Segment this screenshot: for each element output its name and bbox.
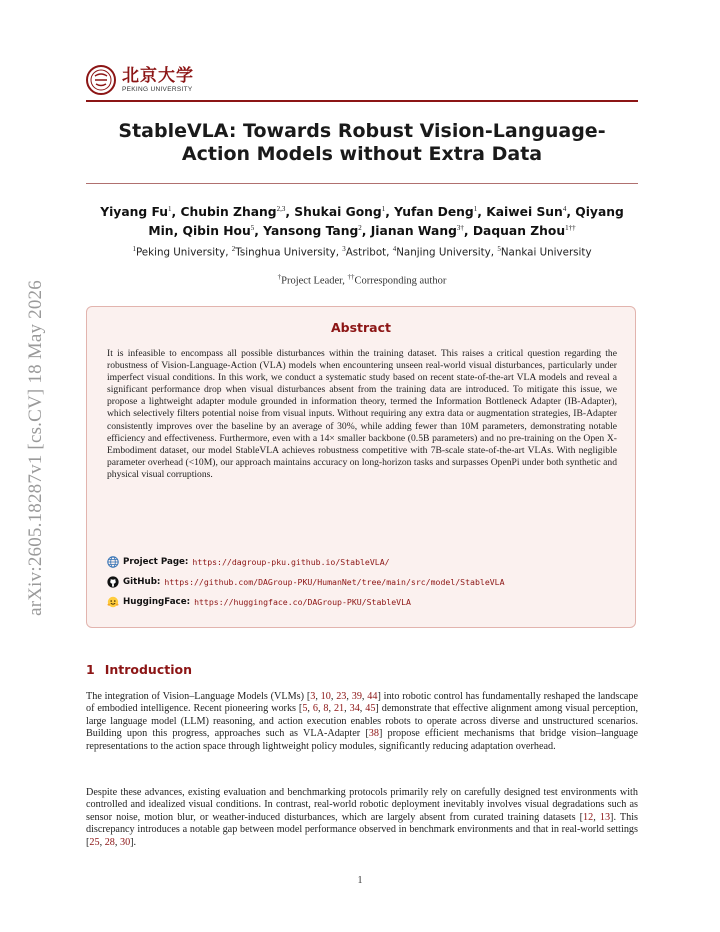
project-page-url[interactable]: https://dagroup-pku.github.io/StableVLA/ xyxy=(192,557,390,567)
abstract-heading: Abstract xyxy=(330,320,392,335)
abstract-text: It is infeasible to encompass all possible disturbances within the training dataset. This raises a critical question regarding the robustness of Vision-Language-Action (VLA) models when encountering unseen real-world visual disturbances, particularly under imperfect visual conditions. In this work, we conduct a systematic study based on recent state-of-the-art VLA models and reveal a significant performance drop when visual disturbances absent from the training data are introduced. To mitigate this issue, we propose a lightweight adapter module grounded in information theory, termed the Information Bottleneck Adapter (IB-Adapter), which selectively filters potential noise from visual inputs. Without requiring any extra data or augmentation strategies, IB-Adapter consistently improves over the baseline by an average of 30%, while adding fewer than 10M parameters, demonstrating notable efficiency and effectiveness. Furthermore, even with a 14× smaller backbone (0.5B parameters) and no pre-training on the Open X-Embodiment dataset, our model StableVLA achieves robustness competitive with 7B-scale state-of-the-art VLAs. With negligible parameter overhead (<10M), our approach maintains accuracy on long-horizon tasks and surpasses OpenPi under both synthetic and physical visual corruptions. xyxy=(107,348,617,480)
github-link-row[interactable] xyxy=(107,576,505,588)
university-logo xyxy=(86,62,194,98)
huggingface-label: HuggingFace: xyxy=(123,597,191,607)
github-label: GitHub: xyxy=(123,577,161,587)
github-icon xyxy=(107,576,119,588)
intro-paragraph-2: Despite these advances, existing evaluation and benchmarking protocols primarily rely on carefully designed test environments with controlled and idealized visual conditions. In contrast, real-world robotic deployment inevitably involves visual degradations such as sensor noise, motion blur, or weather-induced disturbances, which are largely absent from curated training datasets [12, 13]. This discrepancy introduces a notable gap between model performance observed in benchmark environments and that in real-world settings [25, 28, 30]. xyxy=(86,787,639,848)
author-list: Yiyang Fu$^1$, Chubin Zhang$^{2,3}$, Shukai Gong$^1$, Yufan Deng$^1$, Kaiwei Sun$^4$, Qiyang Min, Qibin Hou$^5$, Yansong Tang$^2$, Jianan Wang$^{3\dagger}$, Daquan Zhou$^{1\dagger\dagger}$ xyxy=(100,205,624,239)
paper-title: StableVLA: Towards Robust Vision-Language-Action Models without Extra Data xyxy=(118,120,606,165)
intro-paragraph-1: The integration of Vision–Language Models (VLMs) [3, 10, 23, 39, 44] into robotic control has fundamentally reshaped the landscape of embodied intelligence. Recent pioneering works [5, 6, 8, 21, 34, 45] demonstrate that effective alignment among visual perception, large language model (LLM) reasoning, and action execution enables robots to operate across diverse and unstructured scenarios. Building upon this progress, approaches such as VLA-Adapter [38] propose efficient mechanisms that bridge vision–language representations to the action space through lightweight policy modules, significantly reducing adaptation overhead. xyxy=(86,691,639,752)
github-url[interactable]: https://github.com/DAGroup-PKU/HumanNet/tree/main/src/model/StableVLA xyxy=(164,577,505,587)
arxiv-identifier-text: arXiv:2605.18287v1 [cs.CV] 18 May 2026 xyxy=(25,280,46,616)
arxiv-identifier-stamp xyxy=(16,218,56,678)
page-number: 1 xyxy=(357,875,363,886)
globe-icon xyxy=(107,556,119,568)
project-page-label: Project Page: xyxy=(123,557,189,567)
header-rule xyxy=(86,100,638,102)
project-page-link-row[interactable] xyxy=(107,556,390,568)
huggingface-icon xyxy=(107,596,119,608)
huggingface-link-row[interactable] xyxy=(107,596,411,608)
logo-chinese-name: 北京大学 xyxy=(122,65,194,86)
logo-english-name: PEKING UNIVERSITY xyxy=(122,85,193,93)
section-number: 1 xyxy=(86,662,95,677)
author-notes: †Project Leader, ††Corresponding author xyxy=(277,273,447,287)
huggingface-url[interactable]: https://huggingface.co/DAGroup-PKU/StableVLA xyxy=(194,597,411,607)
section-title: Introduction xyxy=(104,662,192,677)
university-seal-icon xyxy=(86,65,116,95)
affiliations: $^1$Peking University, $^2$Tsinghua University, $^3$Astribot, $^4$Nanjing University, $^5$Nankai University xyxy=(132,245,592,259)
title-rule xyxy=(86,183,638,184)
abstract-box xyxy=(86,306,636,628)
section-heading xyxy=(86,662,192,677)
